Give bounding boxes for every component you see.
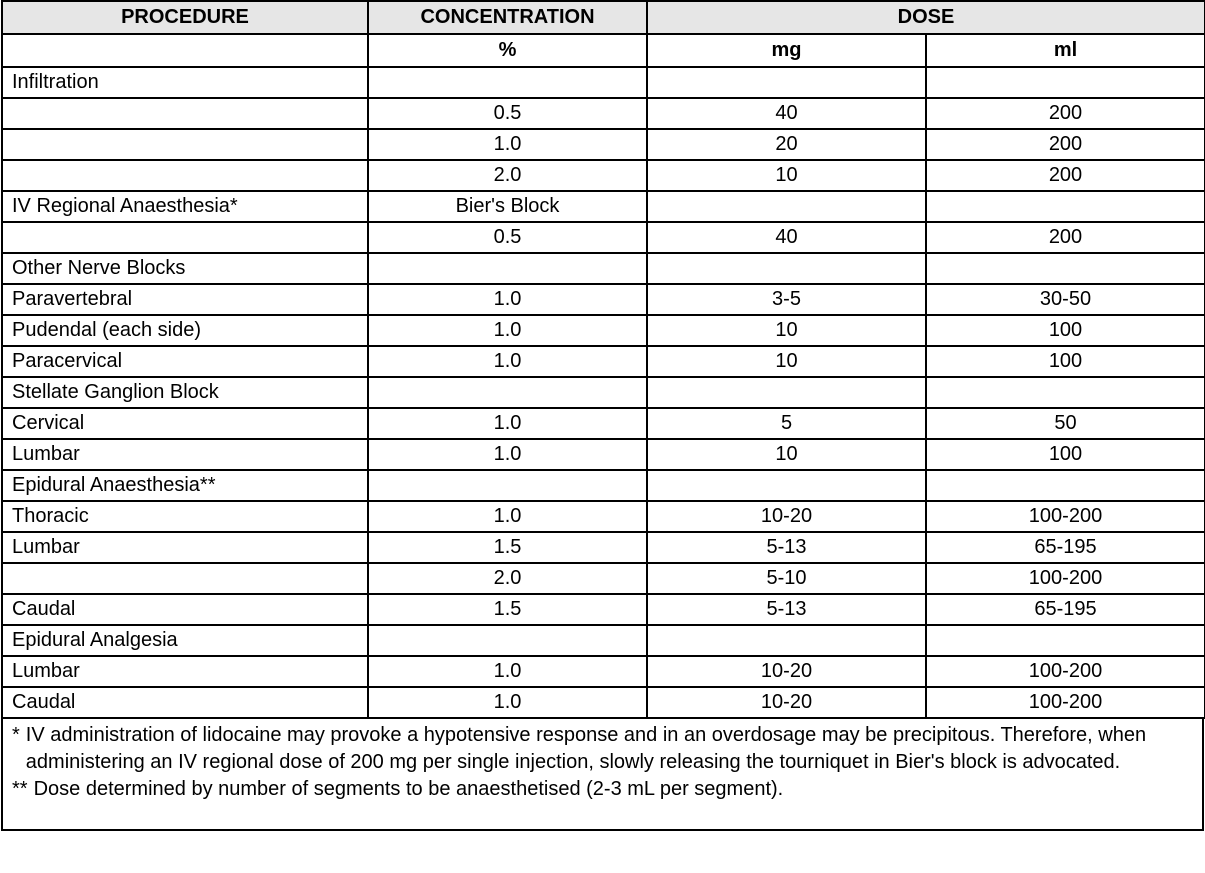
concentration-cell bbox=[368, 625, 647, 656]
dose-mg-cell: 10 bbox=[647, 346, 926, 377]
concentration-cell: 1.0 bbox=[368, 687, 647, 718]
table-row bbox=[2, 222, 1205, 253]
table-row bbox=[2, 377, 1205, 408]
header-dose: DOSE bbox=[647, 1, 1205, 34]
table-row bbox=[2, 160, 1205, 191]
dose-mg-cell: 40 bbox=[647, 98, 926, 129]
dose-mg-cell: 10-20 bbox=[647, 656, 926, 687]
table-row bbox=[2, 656, 1205, 687]
dose-ml-cell: 100-200 bbox=[926, 656, 1205, 687]
table-body bbox=[2, 67, 1205, 718]
footnote-mark: * bbox=[12, 724, 20, 746]
table-row bbox=[2, 67, 1205, 98]
dosage-table-container bbox=[1, 0, 1204, 831]
procedure-cell: Cervical bbox=[2, 408, 368, 439]
concentration-cell bbox=[368, 253, 647, 284]
concentration-cell: 2.0 bbox=[368, 160, 647, 191]
table-row bbox=[2, 594, 1205, 625]
subheader-procedure bbox=[2, 34, 368, 67]
concentration-cell bbox=[368, 470, 647, 501]
concentration-cell: 1.0 bbox=[368, 501, 647, 532]
table-row bbox=[2, 439, 1205, 470]
dose-ml-cell: 65-195 bbox=[926, 532, 1205, 563]
concentration-cell: 1.0 bbox=[368, 656, 647, 687]
concentration-cell: 1.0 bbox=[368, 129, 647, 160]
dose-mg-cell bbox=[647, 253, 926, 284]
dose-mg-cell bbox=[647, 625, 926, 656]
procedure-cell: Caudal bbox=[2, 594, 368, 625]
dose-ml-cell: 100-200 bbox=[926, 563, 1205, 594]
dose-ml-cell bbox=[926, 67, 1205, 98]
procedure-cell: Lumbar bbox=[2, 656, 368, 687]
dose-mg-cell: 40 bbox=[647, 222, 926, 253]
header-row bbox=[2, 1, 1205, 34]
dose-ml-cell: 200 bbox=[926, 129, 1205, 160]
dose-mg-cell: 10-20 bbox=[647, 687, 926, 718]
dose-mg-cell: 5-10 bbox=[647, 563, 926, 594]
concentration-cell: 1.0 bbox=[368, 439, 647, 470]
dose-ml-cell bbox=[926, 625, 1205, 656]
subheader-percent: % bbox=[368, 34, 647, 67]
concentration-cell: 1.5 bbox=[368, 594, 647, 625]
header-concentration: CONCENTRATION bbox=[368, 1, 647, 34]
dose-mg-cell: 10-20 bbox=[647, 501, 926, 532]
table-row bbox=[2, 408, 1205, 439]
dose-mg-cell: 5-13 bbox=[647, 532, 926, 563]
dose-mg-cell bbox=[647, 67, 926, 98]
procedure-cell bbox=[2, 160, 368, 191]
table-row bbox=[2, 532, 1205, 563]
procedure-cell: Other Nerve Blocks bbox=[2, 253, 368, 284]
dose-mg-cell bbox=[647, 377, 926, 408]
table-row bbox=[2, 284, 1205, 315]
table-row bbox=[2, 191, 1205, 222]
dose-mg-cell: 10 bbox=[647, 160, 926, 191]
subheader-row bbox=[2, 34, 1205, 67]
dose-ml-cell bbox=[926, 470, 1205, 501]
dose-ml-cell bbox=[926, 253, 1205, 284]
dose-ml-cell: 65-195 bbox=[926, 594, 1205, 625]
table-row bbox=[2, 98, 1205, 129]
procedure-cell bbox=[2, 222, 368, 253]
table-row bbox=[2, 129, 1205, 160]
table-row bbox=[2, 687, 1205, 718]
dose-mg-cell: 5-13 bbox=[647, 594, 926, 625]
dose-ml-cell: 100 bbox=[926, 346, 1205, 377]
concentration-cell: 1.0 bbox=[368, 346, 647, 377]
footnote-single-asterisk bbox=[12, 722, 1193, 776]
procedure-cell: Epidural Anaesthesia** bbox=[2, 470, 368, 501]
procedure-cell bbox=[2, 563, 368, 594]
dose-mg-cell bbox=[647, 191, 926, 222]
procedure-cell bbox=[2, 98, 368, 129]
table-row bbox=[2, 470, 1205, 501]
concentration-cell: 0.5 bbox=[368, 222, 647, 253]
concentration-cell: 1.0 bbox=[368, 315, 647, 346]
footnote-text: Dose determined by number of segments to be anaesthetised (2-3 mL per segment). bbox=[33, 778, 784, 800]
table-row bbox=[2, 253, 1205, 284]
footnote-text: IV administration of lidocaine may provoke a hypotensive response and in an overdosage may be precipitous. Therefore, when administering an IV regional dose of 200 mg per single injection, slowly releasing the tourniquet in Bier's block is advocated. bbox=[25, 724, 1147, 773]
dose-ml-cell: 50 bbox=[926, 408, 1205, 439]
table-row bbox=[2, 625, 1205, 656]
procedure-cell: Lumbar bbox=[2, 439, 368, 470]
footnote-mark: ** bbox=[12, 778, 28, 800]
dosage-table bbox=[1, 0, 1205, 719]
dose-ml-cell: 100 bbox=[926, 315, 1205, 346]
footnotes bbox=[1, 719, 1204, 831]
dose-ml-cell: 30-50 bbox=[926, 284, 1205, 315]
procedure-cell: Lumbar bbox=[2, 532, 368, 563]
dose-ml-cell: 200 bbox=[926, 98, 1205, 129]
concentration-cell: 1.0 bbox=[368, 408, 647, 439]
dose-ml-cell: 200 bbox=[926, 160, 1205, 191]
subheader-ml: ml bbox=[926, 34, 1205, 67]
dose-ml-cell: 100-200 bbox=[926, 687, 1205, 718]
concentration-cell: 2.0 bbox=[368, 563, 647, 594]
dose-mg-cell: 3-5 bbox=[647, 284, 926, 315]
procedure-cell: Infiltration bbox=[2, 67, 368, 98]
procedure-cell: Paravertebral bbox=[2, 284, 368, 315]
dose-ml-cell bbox=[926, 377, 1205, 408]
header-procedure: PROCEDURE bbox=[2, 1, 368, 34]
concentration-cell bbox=[368, 377, 647, 408]
table-row bbox=[2, 346, 1205, 377]
procedure-cell: Stellate Ganglion Block bbox=[2, 377, 368, 408]
procedure-cell: Caudal bbox=[2, 687, 368, 718]
dose-ml-cell: 100-200 bbox=[926, 501, 1205, 532]
dose-ml-cell bbox=[926, 191, 1205, 222]
table-row bbox=[2, 563, 1205, 594]
procedure-cell: Thoracic bbox=[2, 501, 368, 532]
dose-mg-cell bbox=[647, 470, 926, 501]
dose-ml-cell: 200 bbox=[926, 222, 1205, 253]
subheader-mg: mg bbox=[647, 34, 926, 67]
footnote-double-asterisk bbox=[12, 776, 1193, 803]
procedure-cell: IV Regional Anaesthesia* bbox=[2, 191, 368, 222]
procedure-cell bbox=[2, 129, 368, 160]
table-row bbox=[2, 501, 1205, 532]
procedure-cell: Epidural Analgesia bbox=[2, 625, 368, 656]
dose-ml-cell: 100 bbox=[926, 439, 1205, 470]
concentration-cell bbox=[368, 67, 647, 98]
concentration-cell: 1.5 bbox=[368, 532, 647, 563]
concentration-cell: 0.5 bbox=[368, 98, 647, 129]
concentration-cell: 1.0 bbox=[368, 284, 647, 315]
procedure-cell: Paracervical bbox=[2, 346, 368, 377]
procedure-cell: Pudendal (each side) bbox=[2, 315, 368, 346]
dose-mg-cell: 20 bbox=[647, 129, 926, 160]
dose-mg-cell: 5 bbox=[647, 408, 926, 439]
dose-mg-cell: 10 bbox=[647, 315, 926, 346]
concentration-cell: Bier's Block bbox=[368, 191, 647, 222]
table-row bbox=[2, 315, 1205, 346]
dose-mg-cell: 10 bbox=[647, 439, 926, 470]
